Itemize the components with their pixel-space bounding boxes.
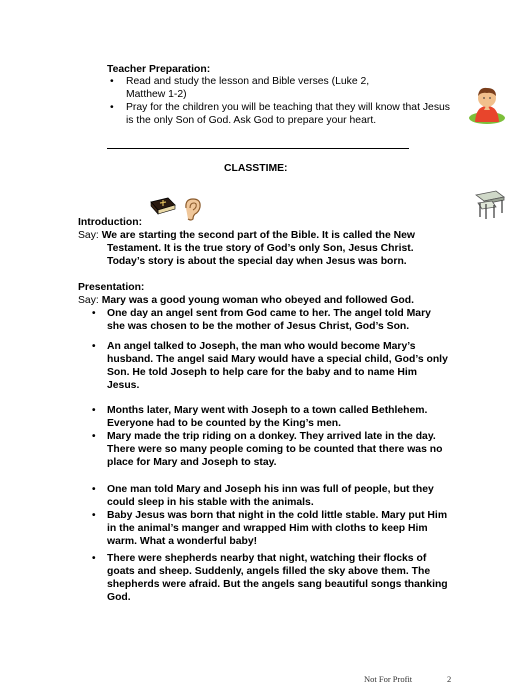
bullet-dot: • bbox=[110, 102, 114, 113]
presentation-say: Say: Mary was a good young woman who obeyed and followed God. bbox=[78, 295, 415, 306]
bullet-dot: • bbox=[92, 484, 96, 495]
school-desk-icon bbox=[470, 187, 508, 221]
presentation-item-7: There were shepherds nearby that night, watching their flocks of goats and sheep. Suddenly, angels filled the sky above them. The shepherds were afraid. But the angels sang beautiful songs thanking God. bbox=[107, 553, 448, 603]
classtime-heading: CLASSTIME: bbox=[224, 163, 288, 174]
teacher-prep-item-2: Pray for the children you will be teaching that they will know that Jesus is the only Son of God. Ask God to prepare your heart. bbox=[126, 102, 451, 126]
teacher-prep-heading: Teacher Preparation: bbox=[107, 64, 211, 75]
presentation-heading: Presentation: bbox=[78, 282, 145, 293]
introduction-say: Say: We are starting the second part of the Bible. It is called the New bbox=[78, 230, 416, 241]
bullet-dot: • bbox=[110, 76, 114, 87]
bible-icon bbox=[148, 195, 178, 221]
bullet-dot: • bbox=[92, 510, 96, 521]
ear-icon bbox=[180, 196, 204, 222]
presentation-item-3: Months later, Mary went with Joseph to a town called Bethlehem. Everyone had to be counted by the King’s men. bbox=[107, 405, 428, 429]
horizontal-rule bbox=[107, 148, 409, 149]
bullet-dot: • bbox=[92, 308, 96, 319]
bullet-dot: • bbox=[92, 431, 96, 442]
introduction-line-3: Today’s story is about the special day when Jesus was born. bbox=[107, 256, 407, 267]
presentation-item-4: Mary made the trip riding on a donkey. They arrived late in the day. There were so many people coming to be counted that there was no place for Mary and Joseph to stay. bbox=[107, 431, 443, 468]
say-label: Say: bbox=[78, 230, 102, 241]
teacher-prep-item-1: Read and study the lesson and Bible verses (Luke 2, Matthew 1-2) bbox=[126, 76, 370, 100]
footer-text: Not For Profit bbox=[364, 674, 413, 684]
say-label: Say: bbox=[78, 295, 102, 306]
bullet-dot: • bbox=[92, 341, 96, 352]
presentation-item-2: An angel talked to Joseph, the man who would become Mary’s husband. The angel said Mary would have a special child, God’s only Son. He told Joseph to help care for the baby and to name Him Jesus. bbox=[107, 341, 448, 391]
bullet-dot: • bbox=[92, 553, 96, 564]
introduction-heading: Introduction: bbox=[78, 217, 143, 228]
page-number: 2 bbox=[447, 674, 452, 684]
presentation-item-1: One day an angel sent from God came to her. The angel told Mary she was chosen to be the mother of Jesus Christ, God’s Son. bbox=[107, 308, 431, 332]
presentation-item-5: One man told Mary and Joseph his inn was full of people, but they could sleep in his stable with the animals. bbox=[107, 484, 434, 508]
child-praying-icon bbox=[466, 84, 508, 126]
presentation-item-6: Baby Jesus was born that night in the cold little stable. Mary put Him in the animal’s manger and wrapped Him with cloths to keep Him warm. What a wonderful baby! bbox=[107, 510, 448, 547]
bullet-dot: • bbox=[92, 405, 96, 416]
introduction-line-2: Testament. It is the true story of God’s only Son, Jesus Christ. bbox=[107, 243, 414, 254]
